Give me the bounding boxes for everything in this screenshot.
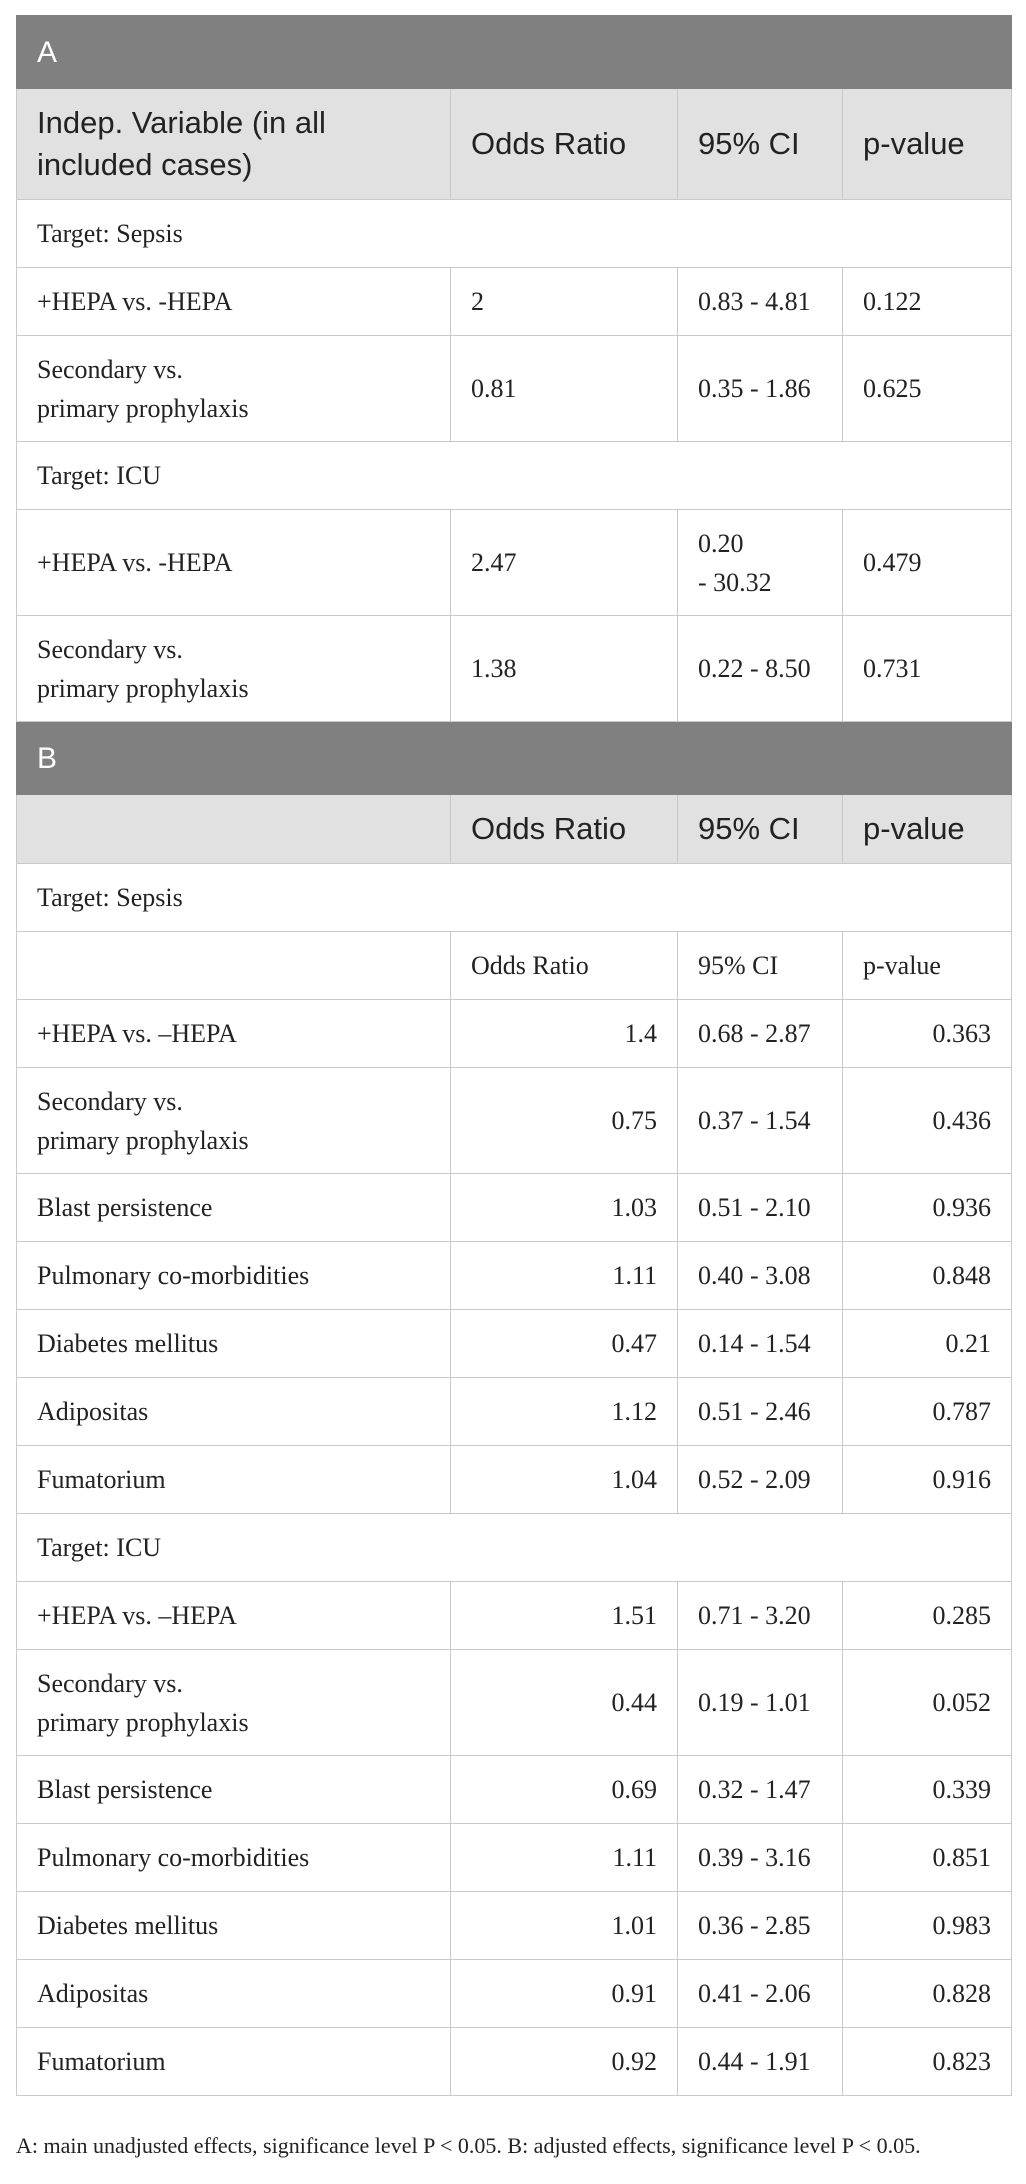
table-row <box>17 1582 1012 1650</box>
table-row <box>17 336 1012 442</box>
p-value-cell: 0.823 <box>843 2028 1012 2096</box>
odds-ratio-cell: 0.81 <box>451 336 678 442</box>
p-value-cell: 0.052 <box>843 1650 1012 1756</box>
odds-ratio-cell: 1.51 <box>451 1582 678 1650</box>
p-value-cell: 0.983 <box>843 1892 1012 1960</box>
odds-ratio-cell: 2.47 <box>451 510 678 616</box>
variable-cell: Diabetes mellitus <box>17 1892 451 1960</box>
results-table <box>16 15 1012 2096</box>
table-row <box>17 616 1012 722</box>
p-value-cell: 0.848 <box>843 1242 1012 1310</box>
ci-cell: 0.83 - 4.81 <box>678 268 843 336</box>
ci-cell: 0.41 - 2.06 <box>678 1960 843 2028</box>
ci-cell: 0.37 - 1.54 <box>678 1068 843 1174</box>
ci-cell: 0.14 - 1.54 <box>678 1310 843 1378</box>
table-row <box>17 510 1012 616</box>
panel-b-label: B <box>17 722 1012 795</box>
ci-cell: 0.32 - 1.47 <box>678 1756 843 1824</box>
header-odds-ratio: Odds Ratio <box>451 795 678 864</box>
odds-ratio-cell: 0.92 <box>451 2028 678 2096</box>
p-value-cell: 0.625 <box>843 336 1012 442</box>
variable-cell: Diabetes mellitus <box>17 1310 451 1378</box>
ci-cell: 0.44 - 1.91 <box>678 2028 843 2096</box>
ci-cell: 0.51 - 2.46 <box>678 1378 843 1446</box>
section-target: Target: Sepsis <box>17 200 1012 268</box>
results-table-container <box>16 15 1011 2096</box>
table-row <box>17 1446 1012 1514</box>
variable-cell: Pulmonary co-morbidities <box>17 1242 451 1310</box>
table-row <box>17 1378 1012 1446</box>
ci-cell: 0.35 - 1.86 <box>678 336 843 442</box>
ci-cell: 0.40 - 3.08 <box>678 1242 843 1310</box>
variable-cell: +HEPA vs. –HEPA <box>17 1582 451 1650</box>
table-row <box>17 268 1012 336</box>
p-value-cell: 0.787 <box>843 1378 1012 1446</box>
ci-cell: 0.20 - 30.32 <box>678 510 843 616</box>
variable-cell: +HEPA vs. -HEPA <box>17 268 451 336</box>
odds-ratio-cell: 1.03 <box>451 1174 678 1242</box>
table-row <box>17 1068 1012 1174</box>
ci-cell: 0.36 - 2.85 <box>678 1892 843 1960</box>
odds-ratio-cell: 0.44 <box>451 1650 678 1756</box>
variable-cell: Pulmonary co-morbidities <box>17 1824 451 1892</box>
section-target: Target: ICU <box>17 442 1012 510</box>
panel-a-band <box>17 16 1012 89</box>
panel-a-label: A <box>17 16 1012 89</box>
section-row <box>17 1514 1012 1582</box>
p-value-cell: 0.731 <box>843 616 1012 722</box>
variable-cell: Fumatorium <box>17 2028 451 2096</box>
table-row <box>17 1174 1012 1242</box>
odds-ratio-cell: 0.91 <box>451 1960 678 2028</box>
variable-cell: Blast persistence <box>17 1756 451 1824</box>
variable-cell: Adipositas <box>17 1378 451 1446</box>
ci-cell: 0.39 - 3.16 <box>678 1824 843 1892</box>
header-p-value: p-value <box>843 795 1012 864</box>
table-row <box>17 1824 1012 1892</box>
section-target: Target: ICU <box>17 1514 1012 1582</box>
section-row <box>17 200 1012 268</box>
odds-ratio-cell: 1.01 <box>451 1892 678 1960</box>
header-variable: Indep. Variable (in all included cases) <box>17 89 451 200</box>
header-ci: 95% CI <box>678 89 843 200</box>
panel-b-header-row <box>17 795 1012 864</box>
variable-cell: Adipositas <box>17 1960 451 2028</box>
p-value-cell: 0.436 <box>843 1068 1012 1174</box>
odds-ratio-cell: 2 <box>451 268 678 336</box>
table-row <box>17 1000 1012 1068</box>
panel-a-header-row <box>17 89 1012 200</box>
p-value-cell: 0.285 <box>843 1582 1012 1650</box>
odds-ratio-cell: 0.47 <box>451 1310 678 1378</box>
p-value-cell: 0.122 <box>843 268 1012 336</box>
odds-ratio-cell: 1.04 <box>451 1446 678 1514</box>
p-value-cell: 0.936 <box>843 1174 1012 1242</box>
p-value-cell: 0.21 <box>843 1310 1012 1378</box>
odds-ratio-cell: 1.12 <box>451 1378 678 1446</box>
variable-cell: Fumatorium <box>17 1446 451 1514</box>
subheader-variable <box>17 932 451 1000</box>
odds-ratio-cell: 0.69 <box>451 1756 678 1824</box>
panel-b-band <box>17 722 1012 795</box>
variable-cell: +HEPA vs. -HEPA <box>17 510 451 616</box>
variable-cell: Secondary vs. primary prophylaxis <box>17 1650 451 1756</box>
p-value-cell: 0.479 <box>843 510 1012 616</box>
odds-ratio-cell: 1.11 <box>451 1242 678 1310</box>
table-row <box>17 1242 1012 1310</box>
table-footnote: A: main unadjusted effects, significance level P < 0.05. B: adjusted effects, significance level P < 0.05. <box>16 2133 921 2158</box>
p-value-cell: 0.339 <box>843 1756 1012 1824</box>
ci-cell: 0.68 - 2.87 <box>678 1000 843 1068</box>
table-row <box>17 1310 1012 1378</box>
section-row <box>17 864 1012 932</box>
header-variable <box>17 795 451 864</box>
variable-cell: Secondary vs. primary prophylaxis <box>17 336 451 442</box>
odds-ratio-cell: 0.75 <box>451 1068 678 1174</box>
table-row <box>17 1960 1012 2028</box>
ci-cell: 0.22 - 8.50 <box>678 616 843 722</box>
section-row <box>17 442 1012 510</box>
ci-cell: 0.51 - 2.10 <box>678 1174 843 1242</box>
odds-ratio-cell: 1.38 <box>451 616 678 722</box>
odds-ratio-cell: 1.11 <box>451 1824 678 1892</box>
variable-cell: Secondary vs. primary prophylaxis <box>17 1068 451 1174</box>
variable-cell: Blast persistence <box>17 1174 451 1242</box>
section-target: Target: Sepsis <box>17 864 1012 932</box>
variable-cell: Secondary vs. primary prophylaxis <box>17 616 451 722</box>
subheader-p-value: p-value <box>843 932 1012 1000</box>
variable-cell: +HEPA vs. –HEPA <box>17 1000 451 1068</box>
header-ci: 95% CI <box>678 795 843 864</box>
ci-cell: 0.52 - 2.09 <box>678 1446 843 1514</box>
table-row <box>17 2028 1012 2096</box>
ci-cell: 0.19 - 1.01 <box>678 1650 843 1756</box>
header-odds-ratio: Odds Ratio <box>451 89 678 200</box>
header-p-value: p-value <box>843 89 1012 200</box>
subheader-ci: 95% CI <box>678 932 843 1000</box>
p-value-cell: 0.916 <box>843 1446 1012 1514</box>
subheader-row <box>17 932 1012 1000</box>
p-value-cell: 0.828 <box>843 1960 1012 2028</box>
odds-ratio-cell: 1.4 <box>451 1000 678 1068</box>
table-row <box>17 1892 1012 1960</box>
table-row <box>17 1650 1012 1756</box>
table-row <box>17 1756 1012 1824</box>
p-value-cell: 0.851 <box>843 1824 1012 1892</box>
p-value-cell: 0.363 <box>843 1000 1012 1068</box>
ci-cell: 0.71 - 3.20 <box>678 1582 843 1650</box>
subheader-odds-ratio: Odds Ratio <box>451 932 678 1000</box>
